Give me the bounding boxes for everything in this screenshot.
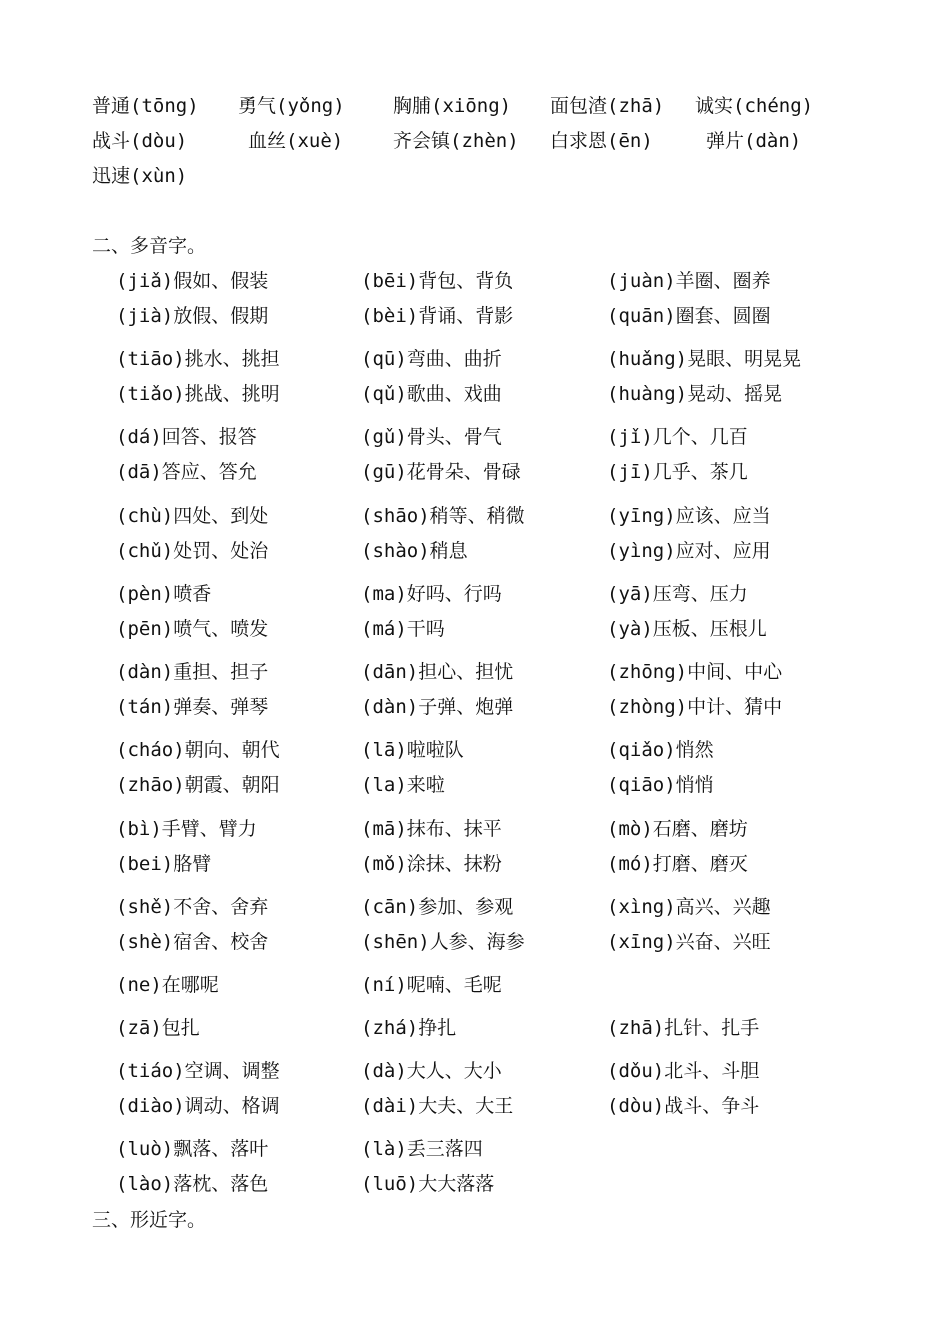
polyphone-entry: (yīng)应该、应当 [607,505,771,527]
word-pinyin-item: 普通(tōng) [92,95,199,117]
polyphone-entry: (ne)在哪呢 [116,974,219,996]
polyphone-entry: (dān)担心、担忧 [361,661,514,683]
polyphone-entry: (luò)飘落、落叶 [116,1138,269,1160]
polyphone-entry: (dài)大夫、大王 [361,1095,514,1117]
polyphone-entry: (jī)几乎、茶几 [607,461,748,483]
section-heading: 三、形近字。 [92,1209,207,1231]
polyphone-entry: (qiāo)悄悄 [607,774,714,796]
polyphone-entry: (tiāo)挑水、挑担 [116,348,280,370]
polyphone-entry: (zhōng)中间、中心 [607,661,783,683]
polyphone-entry: (pēn)喷气、喷发 [116,618,269,640]
word-pinyin-item: 血丝(xuè) [248,130,344,152]
polyphone-entry: (mǒ)涂抹、抹粉 [361,853,502,875]
polyphone-entry: (shāo)稍等、稍微 [361,505,525,527]
polyphone-entry: (cān)参加、参观 [361,896,514,918]
polyphone-entry: (qǔ)歌曲、戏曲 [361,383,502,405]
polyphone-entry: (chù)四处、到处 [116,505,269,527]
word-pinyin-item: 弹片(dàn) [706,130,802,152]
polyphone-entry: (jiǎ)假如、假装 [116,270,269,292]
polyphone-entry: (zhòng)中计、猜中 [607,696,783,718]
polyphone-entry: (mò)石磨、磨坊 [607,818,748,840]
polyphone-entry: (bèi)背诵、背影 [361,305,514,327]
word-pinyin-item: 齐会镇(zhèn) [393,130,519,152]
polyphone-entry: (bì)手臂、臂力 [116,818,257,840]
polyphone-entry: (luō)大大落落 [361,1173,495,1195]
polyphone-entry: (bēi)背包、背负 [361,270,514,292]
polyphone-entry: (diào)调动、格调 [116,1095,280,1117]
word-pinyin-item: 战斗(dòu) [92,130,188,152]
polyphone-entry: (shě)不舍、舍弃 [116,896,269,918]
polyphone-entry: (xīng)兴奋、兴旺 [607,931,771,953]
word-pinyin-item: 白求恩(ēn) [550,130,653,152]
polyphone-entry: (xìng)高兴、兴趣 [607,896,771,918]
polyphone-entry: (dà)大人、大小 [361,1060,502,1082]
polyphone-entry: (dòu)战斗、争斗 [607,1095,760,1117]
polyphone-entry: (qū)弯曲、曲折 [361,348,502,370]
word-pinyin-item: 面包渣(zhā) [550,95,665,117]
polyphone-entry: (dǒu)北斗、斗胆 [607,1060,760,1082]
polyphone-entry: (tiáo)空调、调整 [116,1060,280,1082]
polyphone-entry: (mó)打磨、磨灭 [607,853,748,875]
polyphone-entry: (mā)抹布、抹平 [361,818,502,840]
polyphone-entry: (shào)稍息 [361,540,468,562]
polyphone-entry: (quān)圈套、圆圈 [607,305,771,327]
word-pinyin-item: 迅速(xùn) [92,165,188,187]
polyphone-entry: (ma)好吗、行吗 [361,583,502,605]
polyphone-entry: (shēn)人参、海参 [361,931,525,953]
polyphone-entry: (yìng)应对、应用 [607,540,771,562]
polyphone-entry: (lā)啦啦队 [361,739,464,761]
polyphone-entry: (dā)答应、答允 [116,461,257,483]
polyphone-entry: (gū)花骨朵、骨碌 [361,461,521,483]
polyphone-entry: (jǐ)几个、几百 [607,426,748,448]
word-pinyin-item: 勇气(yǒng) [238,95,345,117]
polyphone-entry: (zhá)挣扎 [361,1017,457,1039]
polyphone-entry: (qiǎo)悄然 [607,739,714,761]
polyphone-entry: (huǎng)晃眼、明晃晃 [607,348,802,370]
polyphone-entry: (dàn)重担、担子 [116,661,269,683]
polyphone-entry: (zhāo)朝霞、朝阳 [116,774,280,796]
polyphone-entry: (zā)包扎 [116,1017,200,1039]
polyphone-entry: (ní)呢喃、毛呢 [361,974,502,996]
polyphone-entry: (lào)落枕、落色 [116,1173,269,1195]
polyphone-entry: (zhā)扎针、扎手 [607,1017,760,1039]
polyphone-entry: (huàng)晃动、摇晃 [607,383,783,405]
polyphone-entry: (chǔ)处罚、处治 [116,540,269,562]
word-pinyin-item: 胸脯(xiōng) [393,95,512,117]
polyphone-entry: (tiǎo)挑战、挑明 [116,383,280,405]
polyphone-entry: (shè)宿舍、校舍 [116,931,269,953]
polyphone-entry: (dàn)子弹、炮弹 [361,696,514,718]
polyphone-entry: (pèn)喷香 [116,583,212,605]
word-pinyin-item: 诚实(chéng) [695,95,814,117]
polyphone-entry: (la)来啦 [361,774,445,796]
polyphone-entry: (yā)压弯、压力 [607,583,748,605]
polyphone-entry: (cháo)朝向、朝代 [116,739,280,761]
polyphone-entry: (là)丢三落四 [361,1138,483,1160]
polyphone-entry: (jià)放假、假期 [116,305,269,327]
polyphone-entry: (juàn)羊圈、圈养 [607,270,771,292]
polyphone-entry: (má)干吗 [361,618,445,640]
polyphone-entry: (dá)回答、报答 [116,426,257,448]
section-heading: 二、多音字。 [92,235,207,257]
polyphone-entry: (tán)弹奏、弹琴 [116,696,269,718]
polyphone-entry: (gǔ)骨头、骨气 [361,426,502,448]
polyphone-entry: (yà)压板、压根儿 [607,618,767,640]
polyphone-entry: (bei)胳臂 [116,853,212,875]
